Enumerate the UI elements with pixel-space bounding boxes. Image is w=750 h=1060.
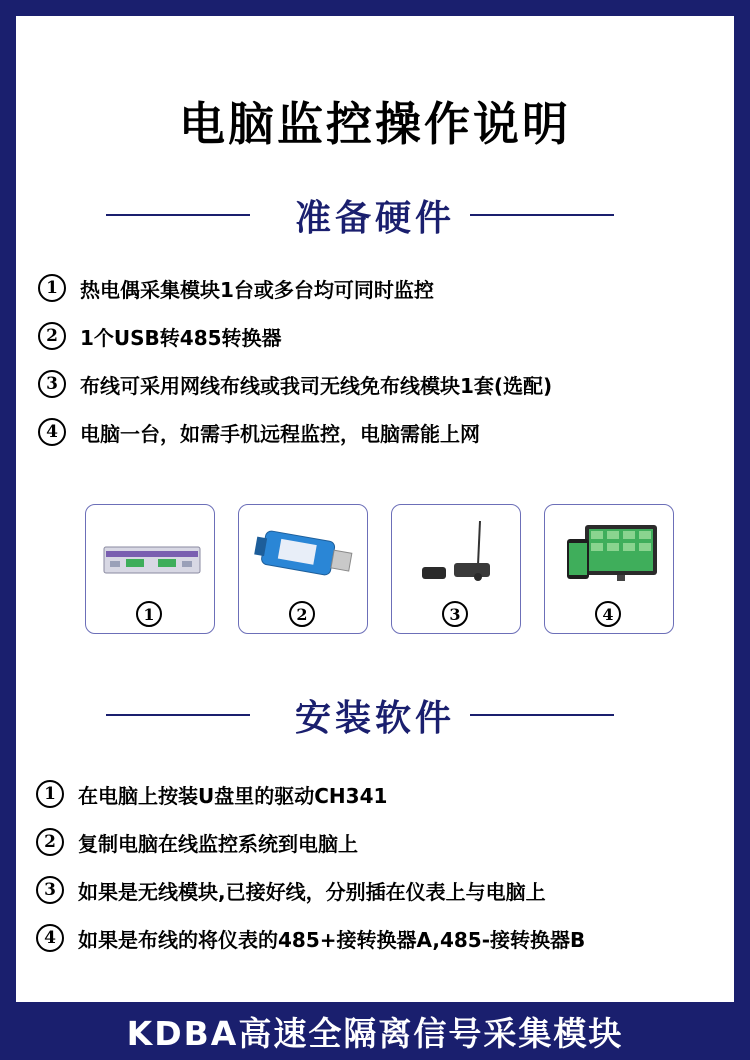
product-gallery — [85, 504, 685, 636]
product-number: 4 — [595, 601, 621, 627]
item-number: 4 — [36, 924, 64, 952]
list-item — [38, 360, 728, 408]
content-card — [16, 16, 734, 1002]
item-number: 1 — [36, 780, 64, 808]
list-item — [38, 264, 728, 312]
product-number: 3 — [442, 601, 468, 627]
product-card-2 — [238, 504, 368, 634]
product-card-3 — [391, 504, 521, 634]
item-number: 3 — [38, 370, 66, 398]
footer-banner: KDBA高速全隔离信号采集模块 — [126, 1014, 624, 1053]
item-number: 4 — [38, 418, 66, 446]
product-card-4 — [544, 504, 674, 634]
list-item — [36, 914, 726, 962]
hardware-heading: 准备硬件 — [294, 198, 455, 239]
acquisition-module-icon — [96, 519, 206, 589]
item-text: 布线可采用网线布线或我司无线免布线模块1套(选配) — [80, 373, 553, 398]
list-item — [38, 408, 728, 456]
product-card-1 — [85, 504, 215, 634]
item-text: 复制电脑在线监控系统到电脑上 — [78, 831, 358, 856]
computer-monitor-icon — [555, 519, 665, 589]
item-number: 2 — [36, 828, 64, 856]
software-section-header — [16, 690, 734, 740]
product-number: 1 — [136, 601, 162, 627]
item-text: 热电偶采集模块1台或多台均可同时监控 — [80, 277, 434, 302]
item-text: 在电脑上按装U盘里的驱动CH341 — [78, 783, 388, 808]
item-text: 如果是布线的将仪表的485+接转换器A,485-接转换器B — [78, 927, 586, 952]
item-text: 1个USB转485转换器 — [80, 325, 282, 350]
item-number: 2 — [38, 322, 66, 350]
divider-line — [470, 214, 614, 216]
software-heading: 安装软件 — [294, 698, 455, 739]
hardware-section-header — [16, 190, 734, 240]
list-item — [36, 818, 726, 866]
hardware-list — [38, 264, 728, 456]
list-item — [36, 770, 726, 818]
list-item — [36, 866, 726, 914]
item-text: 如果是无线模块,已接好线，分别插在仪表上与电脑上 — [78, 879, 546, 904]
item-number: 3 — [36, 876, 64, 904]
page-title: 电脑监控操作说明 — [179, 97, 571, 151]
software-list — [36, 770, 726, 962]
usb-485-converter-icon — [249, 519, 359, 589]
item-number: 1 — [38, 274, 66, 302]
wireless-module-icon — [402, 519, 512, 589]
item-text: 电脑一台，如需手机远程监控，电脑需能上网 — [80, 421, 480, 446]
list-item — [38, 312, 728, 360]
divider-line — [470, 714, 614, 716]
product-number: 2 — [289, 601, 315, 627]
